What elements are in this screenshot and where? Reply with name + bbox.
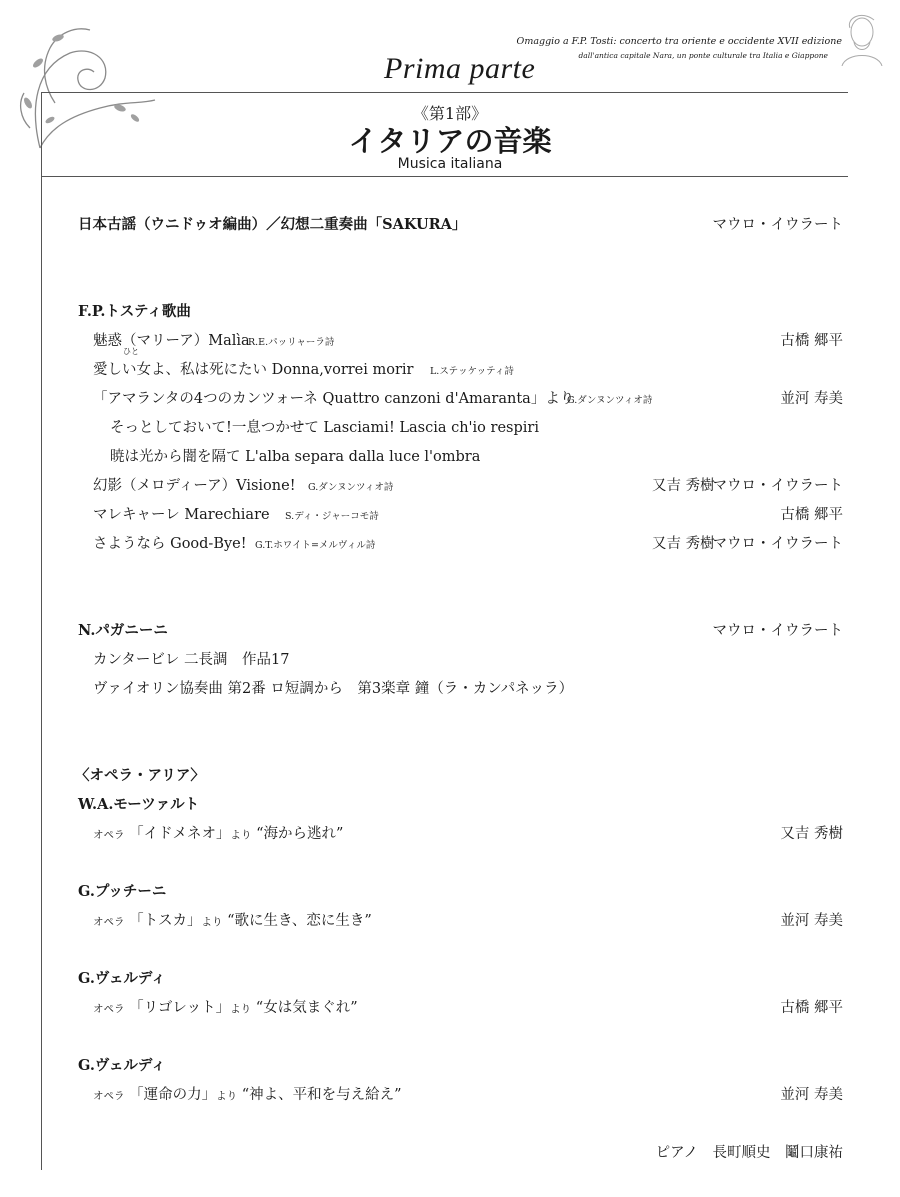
performer: 古橋 郷平 bbox=[780, 507, 843, 523]
concert-subtitle: dall'antica capitale Nara, un ponte culturale tra Italia e Giappone bbox=[578, 51, 828, 60]
song-row bbox=[0, 503, 900, 527]
song-title: 幻影（メロディーア）Visione! bbox=[93, 478, 296, 494]
song-title: そっとしておいて!一息つかせて Lasciami! Lascia ch'io respiri bbox=[110, 420, 539, 436]
performer: 並河 寿美 bbox=[780, 1087, 843, 1103]
concert-title: Omaggio a F.P. Tosti: concerto tra oriente e occidente XVII edizione bbox=[516, 36, 842, 47]
performer: 又吉 秀樹 bbox=[652, 536, 715, 552]
song-title: 魅惑（マリーア）Malìa bbox=[93, 333, 250, 349]
program-row-sakura bbox=[0, 213, 900, 237]
song-title: 愛しい女よ、私は死にたい Donna,vorrei morir bbox=[93, 362, 414, 378]
aria-title: “神よ、平和を与え給え” bbox=[241, 1087, 402, 1103]
song-title: 暁は光から闇を隔て L'alba separa dalla luce l'ombra bbox=[110, 449, 481, 465]
page-title: イタリアの音楽 bbox=[348, 124, 552, 158]
ruby-annotation: ひと bbox=[123, 347, 139, 356]
aria-title: “海から逃れ” bbox=[256, 826, 344, 842]
prima-parte-heading: Prima parte bbox=[384, 52, 536, 85]
composer-row bbox=[0, 880, 900, 904]
composer-row bbox=[0, 967, 900, 991]
aria-title: “女は気まぐれ” bbox=[255, 1000, 358, 1016]
poet: L.ステッケッティ詩 bbox=[430, 366, 514, 377]
performer: マウロ・イウラート bbox=[712, 536, 843, 552]
song-row bbox=[0, 387, 900, 411]
header-rule bbox=[41, 92, 848, 93]
performer: 並河 寿美 bbox=[780, 913, 843, 929]
poet: G.ダンヌンツィオ詩 bbox=[308, 482, 394, 493]
performer: 並河 寿美 bbox=[780, 391, 843, 407]
song-title: マレキャーレ Marechiare bbox=[93, 507, 270, 523]
work-title: カンタービレ 二長調 作品17 bbox=[93, 652, 290, 668]
opera-title: 「リゴレット」 bbox=[129, 1000, 231, 1016]
performer: 又吉 秀樹 bbox=[652, 478, 715, 494]
aria-row bbox=[0, 909, 900, 933]
section-heading-paganini bbox=[0, 619, 900, 643]
part-label: 《第1部》 bbox=[412, 104, 488, 123]
piano-credit: ピアノ 長町順史 鬮口康祐 bbox=[655, 1145, 843, 1161]
poet: G.ダンヌンツィオ詩 bbox=[567, 395, 653, 406]
opera-heading: 〈オペラ・アリア〉 bbox=[75, 767, 205, 784]
aria-row bbox=[0, 822, 900, 846]
composer-row bbox=[0, 793, 900, 817]
composer-heading: W.A.モーツァルト bbox=[78, 796, 200, 813]
piano-credit-row bbox=[0, 1141, 900, 1165]
song-row bbox=[0, 532, 900, 556]
title-rule bbox=[41, 176, 848, 177]
song-title: 「アマランタの4つのカンツォーネ Quattro canzoni d'Amaranta」より bbox=[93, 391, 575, 407]
aria-row bbox=[0, 1083, 900, 1107]
song-row bbox=[0, 445, 900, 469]
poet: G.T.ホワイト=メルヴィル詩 bbox=[255, 540, 376, 551]
work-title: ヴァイオリン協奏曲 第2番 ロ短調から 第3楽章 鐘（ラ・カンパネッラ） bbox=[93, 681, 574, 697]
composer-heading: G.ヴェルディ bbox=[78, 1057, 166, 1074]
composer-heading: F.P.トスティ歌曲 bbox=[78, 303, 191, 320]
song-row bbox=[0, 347, 900, 382]
poet: S.ディ・ジャーコモ詩 bbox=[285, 511, 379, 522]
poet: R.E.パッリャーラ詩 bbox=[248, 337, 335, 348]
song-title: さようなら Good-Bye! bbox=[93, 536, 247, 552]
song-row bbox=[0, 474, 900, 498]
performer: マウロ・イウラート bbox=[712, 217, 843, 233]
aria-title: “歌に生き、恋に生き” bbox=[227, 913, 372, 929]
aria-line: オペラ 「イドメネオ」より “海から逃れ” bbox=[93, 826, 344, 842]
aria-line: オペラ 「運命の力」より “神よ、平和を与え給え” bbox=[93, 1087, 402, 1103]
section-heading-tosti bbox=[0, 300, 900, 324]
composer-row bbox=[0, 1054, 900, 1078]
song-row bbox=[0, 416, 900, 440]
performer: 又吉 秀樹 bbox=[780, 826, 843, 842]
aria-line: オペラ 「トスカ」より “歌に生き、恋に生き” bbox=[93, 913, 372, 929]
composer-heading: G.プッチーニ bbox=[78, 883, 167, 900]
aria-line: オペラ 「リゴレット」より “女は気まぐれ” bbox=[93, 1000, 358, 1016]
composer-heading: G.ヴェルディ bbox=[78, 970, 166, 987]
performer: 古橋 郷平 bbox=[780, 333, 843, 349]
opera-title: 「運命の力」 bbox=[129, 1087, 217, 1103]
performer: 古橋 郷平 bbox=[780, 1000, 843, 1016]
performer: マウロ・イウラート bbox=[712, 623, 843, 639]
performer: マウロ・イウラート bbox=[712, 478, 843, 494]
piece-title: 日本古謡（ウニドゥオ編曲）／幻想二重奏曲「SAKURA」 bbox=[78, 216, 467, 233]
composer-heading: N.パガニーニ bbox=[78, 622, 168, 639]
page-subtitle: Musica italiana bbox=[397, 156, 503, 172]
opera-title: 「トスカ」 bbox=[129, 913, 202, 929]
work-row bbox=[0, 677, 900, 701]
aria-row bbox=[0, 996, 900, 1020]
opera-title: 「イドメネオ」 bbox=[129, 826, 231, 842]
section-heading-opera bbox=[0, 764, 900, 788]
work-row bbox=[0, 648, 900, 672]
